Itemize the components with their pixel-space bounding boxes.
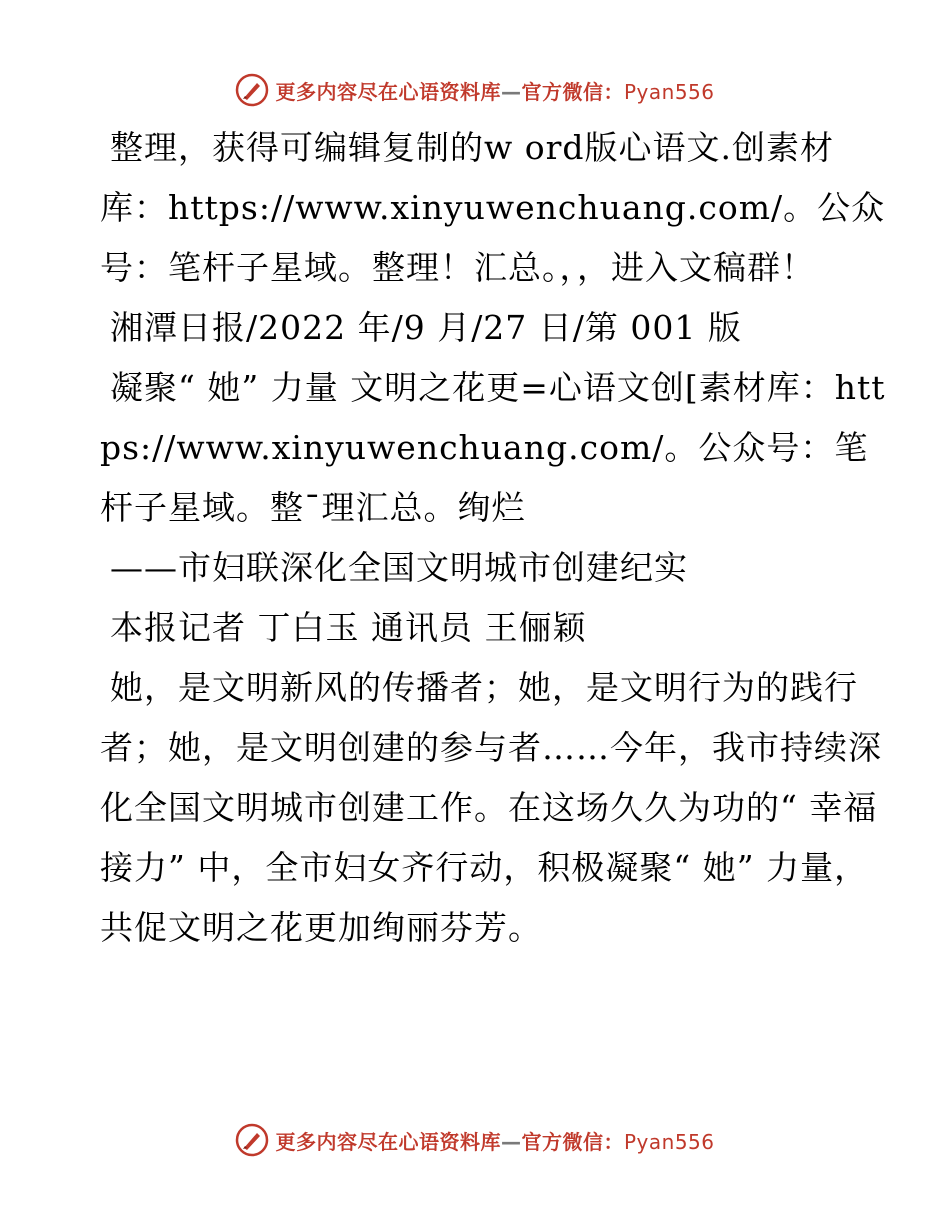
banner-official-label: 官方微信： (521, 79, 624, 104)
banner-brand-text: 更多内容尽在心语资料库 (275, 1129, 501, 1154)
footer-watermark-banner (0, 1120, 950, 1160)
pen-logo-icon (235, 1123, 269, 1157)
banner-wechat-id: Pyan556 (623, 79, 715, 104)
paragraph-byline: 本报记者 丁白玉 通讯员 王俪颖 (110, 608, 587, 647)
banner-wechat-id: Pyan556 (623, 1129, 715, 1154)
banner-official-label: 官方微信： (521, 1129, 624, 1154)
banner-separator: — (500, 79, 522, 104)
document-body (100, 118, 890, 958)
paragraph-source-line: 湘潭日报/2022 年/9 月/27 日/第 001 版 (110, 308, 742, 347)
paragraph-subheadline: ——市妇联深化全国文明城市创建纪实 (110, 548, 688, 587)
paragraph-headline: 凝聚“ 她” 力量 文明之花更=心语文创[素材库：https://www.xinyuwenchuang.com/。公众号：笔杆子星域。整¯理汇总。绚烂 (100, 368, 886, 527)
pen-logo-icon (235, 73, 269, 107)
banner-brand-text: 更多内容尽在心语资料库 (275, 79, 501, 104)
paragraph-intro: 整理，获得可编辑复制的w ord版心语文.创素材库：https://www.xinyuwenchuang.com/。公众号：笔杆子星域。整理！汇总。，，进入文稿群！ (100, 128, 886, 287)
paragraph-lead: 她，是文明新风的传播者；她，是文明行为的践行者；她，是文明创建的参与者……今年，我市持续深化全国文明城市创建工作。在这场久久为功的“ 幸福接力” 中，全市妇女齐行动，积极凝聚“ 她” 力量，共促文明之花更加绚丽芬芳。 (100, 668, 882, 947)
banner-separator: — (500, 1129, 522, 1154)
header-watermark-banner (0, 70, 950, 110)
